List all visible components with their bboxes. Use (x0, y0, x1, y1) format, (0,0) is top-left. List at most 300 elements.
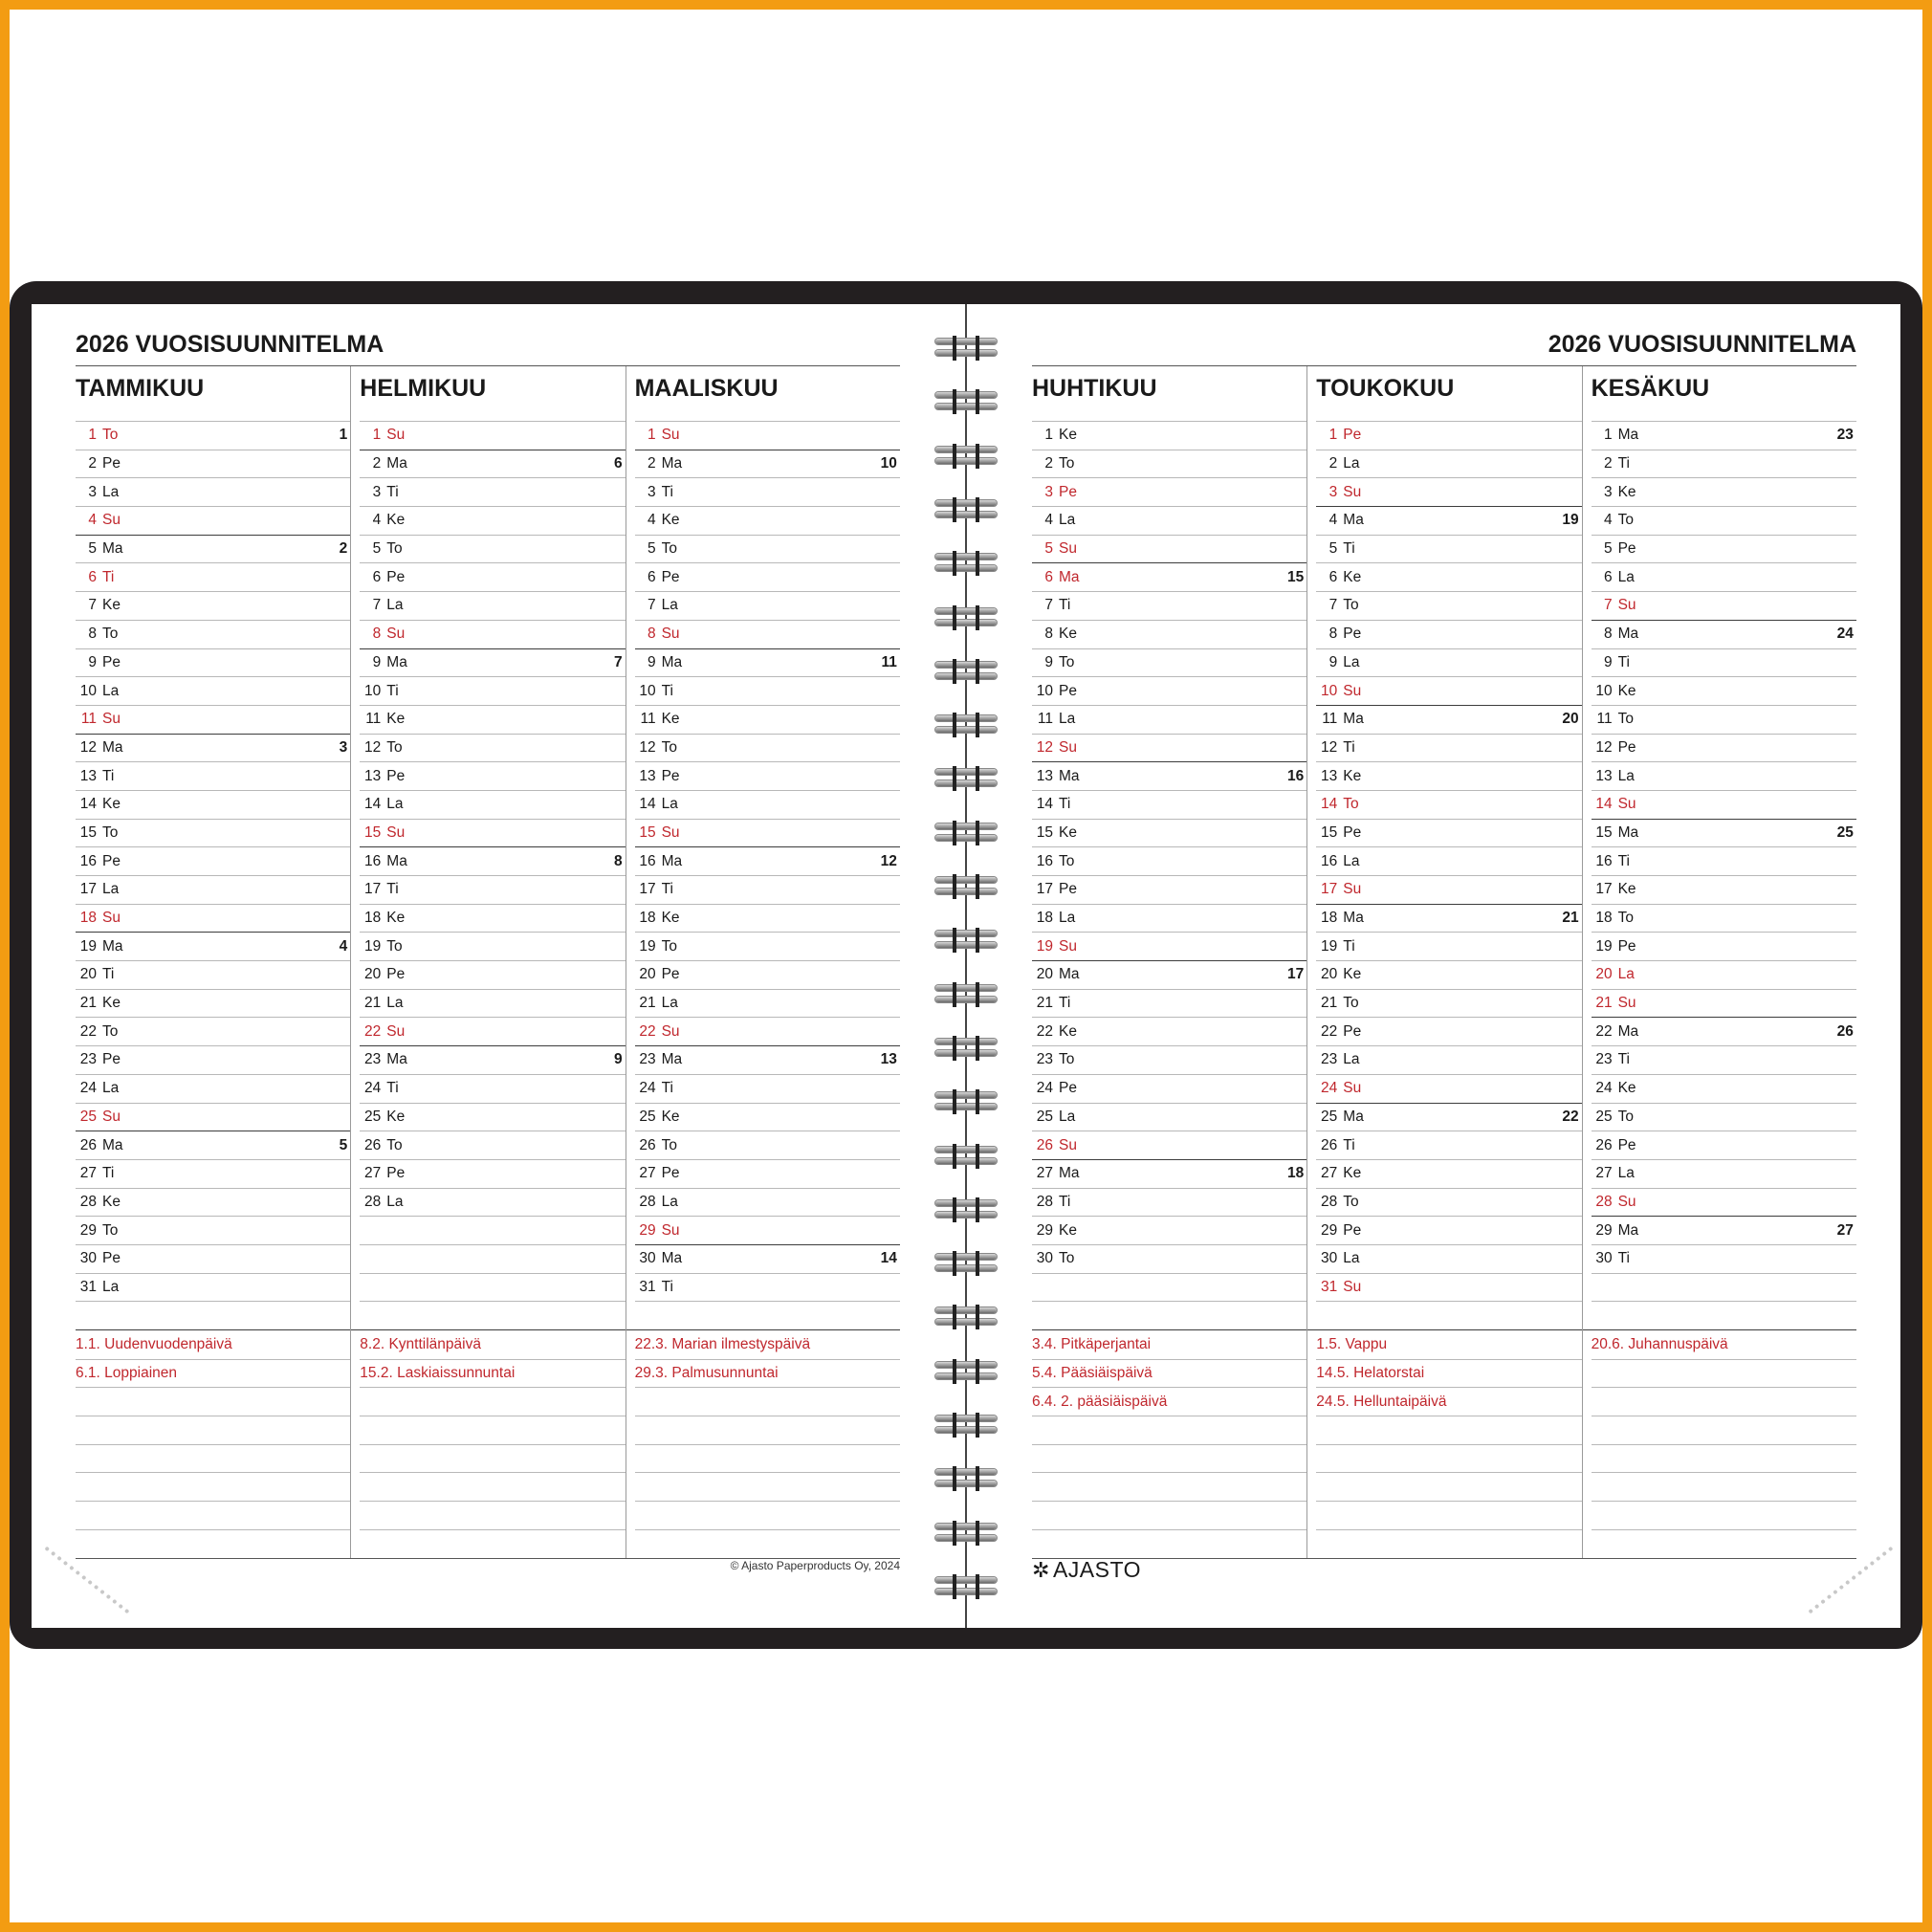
binding-ring (935, 1305, 997, 1329)
day-number: 17 (1036, 881, 1053, 898)
day-row[interactable] (1316, 535, 1581, 563)
day-row[interactable] (1316, 1017, 1581, 1045)
day-row[interactable] (1032, 960, 1306, 989)
day-row[interactable] (1032, 790, 1306, 819)
day-row[interactable] (76, 1131, 350, 1159)
day-row[interactable] (360, 620, 625, 648)
empty-row[interactable] (1316, 1416, 1581, 1444)
day-row[interactable] (76, 904, 350, 933)
day-row[interactable] (1592, 450, 1856, 478)
day-row[interactable] (1592, 761, 1856, 790)
day-row[interactable] (76, 875, 350, 904)
empty-row[interactable] (76, 1444, 350, 1473)
empty-row[interactable] (1316, 1301, 1581, 1329)
day-row[interactable] (1032, 705, 1306, 734)
day-number: 17 (1321, 881, 1338, 898)
day-number: 6 (372, 568, 382, 585)
weekday: Ma (386, 1051, 407, 1068)
day-row[interactable] (1316, 562, 1581, 591)
day-row[interactable] (635, 846, 900, 875)
day-row[interactable] (1032, 761, 1306, 790)
day-number: 24 (1595, 1080, 1613, 1097)
day-number: 30 (79, 1250, 97, 1267)
day-number: 26 (1321, 1136, 1338, 1153)
weekday: Su (1343, 483, 1362, 500)
day-row[interactable] (1316, 989, 1581, 1018)
binding-ring (935, 1251, 997, 1276)
day-row[interactable] (76, 1017, 350, 1045)
day-row[interactable] (360, 506, 625, 535)
empty-row[interactable] (1592, 1444, 1856, 1473)
day-row[interactable] (1032, 1216, 1306, 1244)
empty-row[interactable] (1032, 1501, 1306, 1529)
day-row[interactable] (360, 1131, 625, 1159)
day-number: 7 (647, 597, 656, 614)
day-row[interactable] (360, 734, 625, 762)
day-row[interactable] (76, 676, 350, 705)
day-row[interactable] (1032, 734, 1306, 762)
day-row[interactable] (360, 591, 625, 620)
day-row[interactable] (76, 932, 350, 960)
empty-row[interactable] (1592, 1273, 1856, 1302)
day-row[interactable] (1032, 620, 1306, 648)
day-row[interactable] (1316, 1188, 1581, 1217)
day-row[interactable] (1032, 535, 1306, 563)
day-row[interactable] (76, 421, 350, 450)
day-row[interactable] (76, 1273, 350, 1302)
day-row[interactable] (635, 591, 900, 620)
empty-row[interactable] (635, 1529, 900, 1558)
day-row[interactable] (635, 1074, 900, 1103)
day-row[interactable] (360, 1188, 625, 1217)
day-row[interactable] (1592, 562, 1856, 591)
day-row[interactable] (1316, 1273, 1581, 1302)
day-row[interactable] (76, 1216, 350, 1244)
day-row[interactable] (635, 450, 900, 478)
day-number: 12 (1595, 738, 1613, 756)
day-number: 12 (1321, 738, 1338, 756)
empty-row[interactable] (1032, 1301, 1306, 1329)
empty-row[interactable] (1316, 1444, 1581, 1473)
empty-row[interactable] (76, 1416, 350, 1444)
day-number: 10 (79, 682, 97, 699)
weekday: Ma (386, 653, 407, 670)
day-row[interactable] (76, 450, 350, 478)
day-row[interactable] (635, 1131, 900, 1159)
holiday-item[interactable]: 1.1. Uudenvuodenpäivä (76, 1335, 232, 1352)
day-row[interactable] (1316, 676, 1581, 705)
day-row[interactable] (635, 904, 900, 933)
day-row[interactable] (635, 819, 900, 847)
weekday: Ti (1059, 597, 1071, 614)
day-number: 25 (364, 1108, 382, 1125)
day-row[interactable] (1316, 761, 1581, 790)
day-row[interactable] (1592, 875, 1856, 904)
day-row[interactable] (1316, 904, 1581, 933)
day-row[interactable] (360, 790, 625, 819)
empty-row[interactable] (360, 1416, 625, 1444)
day-row[interactable] (360, 932, 625, 960)
weekday: Pe (386, 966, 406, 983)
day-row[interactable] (360, 875, 625, 904)
holiday-item[interactable]: 6.4. 2. pääsiäispäivä (1032, 1387, 1306, 1416)
empty-row[interactable] (76, 1472, 350, 1501)
empty-row[interactable] (360, 1387, 625, 1416)
day-row[interactable] (635, 1216, 900, 1244)
day-row[interactable] (1316, 477, 1581, 506)
day-row[interactable] (635, 620, 900, 648)
binding-ring (935, 1144, 997, 1169)
day-number: 9 (1044, 653, 1053, 670)
day-row[interactable] (1316, 1103, 1581, 1131)
day-row[interactable] (1316, 1244, 1581, 1273)
day-row[interactable] (1032, 562, 1306, 591)
day-row[interactable] (1316, 846, 1581, 875)
day-row[interactable] (1316, 734, 1581, 762)
day-row[interactable] (1032, 421, 1306, 450)
day-row[interactable] (1592, 932, 1856, 960)
day-row[interactable] (76, 1103, 350, 1131)
day-row[interactable] (1592, 506, 1856, 535)
day-row[interactable] (76, 1188, 350, 1217)
day-row[interactable] (1592, 535, 1856, 563)
day-number: 22 (79, 1022, 97, 1040)
day-row[interactable] (76, 761, 350, 790)
empty-row[interactable] (1316, 1529, 1581, 1558)
day-number: 14 (1036, 796, 1053, 813)
day-row[interactable] (76, 648, 350, 677)
day-row[interactable] (1316, 960, 1581, 989)
day-row[interactable] (360, 477, 625, 506)
day-row[interactable] (1032, 819, 1306, 847)
day-row[interactable] (635, 989, 900, 1018)
day-row[interactable] (1032, 1188, 1306, 1217)
empty-row[interactable] (76, 1529, 350, 1558)
day-row[interactable] (1316, 790, 1581, 819)
day-number: 30 (639, 1250, 656, 1267)
day-row[interactable] (360, 535, 625, 563)
day-row[interactable] (1316, 1074, 1581, 1103)
day-row[interactable] (76, 734, 350, 762)
binding-ring (935, 713, 997, 737)
day-row[interactable] (1032, 904, 1306, 933)
day-row[interactable] (1316, 620, 1581, 648)
weekday: Ke (1343, 1165, 1362, 1182)
empty-row[interactable] (360, 1216, 625, 1244)
holiday-item[interactable]: 24.5. Helluntaipäivä (1316, 1387, 1581, 1416)
empty-row[interactable] (635, 1416, 900, 1444)
empty-row[interactable] (1592, 1501, 1856, 1529)
empty-row[interactable] (635, 1301, 900, 1329)
empty-row[interactable] (1316, 1472, 1581, 1501)
day-row[interactable] (1592, 591, 1856, 620)
day-row[interactable] (1032, 989, 1306, 1018)
day-row[interactable] (1592, 1216, 1856, 1244)
day-number: 13 (1321, 767, 1338, 784)
day-row[interactable] (635, 506, 900, 535)
day-number: 11 (640, 711, 656, 728)
day-row[interactable] (76, 1244, 350, 1273)
day-row[interactable] (360, 1045, 625, 1074)
day-row[interactable] (360, 904, 625, 933)
day-row[interactable] (360, 676, 625, 705)
day-row[interactable] (76, 1159, 350, 1188)
day-row[interactable] (1032, 506, 1306, 535)
holiday-item[interactable]: 14.5. Helatorstai (1316, 1359, 1581, 1388)
day-row[interactable] (635, 562, 900, 591)
day-number: 25 (79, 1108, 97, 1125)
day-row[interactable] (635, 960, 900, 989)
holiday-item[interactable]: 1.5. Vappu (1316, 1335, 1388, 1352)
holiday-item[interactable]: 22.3. Marian ilmestyspäivä (634, 1335, 811, 1352)
week-number: 21 (1562, 910, 1579, 927)
empty-row[interactable] (1592, 1359, 1856, 1388)
empty-row[interactable] (1592, 1301, 1856, 1329)
day-row[interactable] (360, 989, 625, 1018)
day-row[interactable] (1032, 1074, 1306, 1103)
day-row[interactable] (76, 535, 350, 563)
empty-row[interactable] (635, 1387, 900, 1416)
weekday: Ke (1059, 1221, 1077, 1239)
day-row[interactable] (360, 761, 625, 790)
day-row[interactable] (1592, 790, 1856, 819)
day-row[interactable] (1032, 1103, 1306, 1131)
day-row[interactable] (635, 1017, 900, 1045)
day-row[interactable] (360, 562, 625, 591)
day-row[interactable] (635, 676, 900, 705)
day-number: 23 (1595, 1051, 1613, 1068)
holiday-item[interactable]: 15.2. Laskiaissunnuntai (360, 1359, 625, 1388)
day-number: 28 (1321, 1193, 1338, 1210)
day-row[interactable] (1592, 1159, 1856, 1188)
day-row[interactable] (635, 421, 900, 450)
weekday: La (102, 682, 120, 699)
day-row[interactable] (76, 819, 350, 847)
day-row[interactable] (1316, 705, 1581, 734)
day-row[interactable] (360, 846, 625, 875)
empty-row[interactable] (76, 1387, 350, 1416)
day-row[interactable] (1316, 450, 1581, 478)
empty-row[interactable] (360, 1472, 625, 1501)
weekday: Ke (661, 1108, 680, 1125)
day-row[interactable] (76, 1045, 350, 1074)
day-row[interactable] (1032, 676, 1306, 705)
day-row[interactable] (1316, 1159, 1581, 1188)
day-row[interactable] (1032, 1017, 1306, 1045)
binding-ring (935, 766, 997, 791)
empty-row[interactable] (360, 1273, 625, 1302)
day-number: 21 (1321, 995, 1338, 1012)
empty-row[interactable] (76, 1301, 350, 1329)
day-row[interactable] (635, 1188, 900, 1217)
day-number: 30 (1036, 1250, 1053, 1267)
day-row[interactable] (1032, 450, 1306, 478)
day-row[interactable] (1032, 846, 1306, 875)
day-row[interactable] (635, 932, 900, 960)
day-row[interactable] (1592, 819, 1856, 847)
day-row[interactable] (1592, 989, 1856, 1018)
day-row[interactable] (1592, 1131, 1856, 1159)
weekday: To (386, 738, 403, 756)
weekday: Pe (102, 455, 121, 472)
empty-row[interactable] (1316, 1501, 1581, 1529)
day-row[interactable] (1592, 648, 1856, 677)
right-sheet (1032, 323, 1856, 1559)
day-row[interactable] (76, 591, 350, 620)
day-number: 22 (639, 1022, 656, 1040)
empty-row[interactable] (1592, 1529, 1856, 1558)
day-row[interactable] (1032, 477, 1306, 506)
day-row[interactable] (1032, 591, 1306, 620)
weekday: Su (102, 512, 121, 529)
empty-row[interactable] (1592, 1472, 1856, 1501)
empty-row[interactable] (1032, 1529, 1306, 1558)
empty-row[interactable] (1032, 1472, 1306, 1501)
day-row[interactable] (635, 761, 900, 790)
day-row[interactable] (76, 477, 350, 506)
binding-ring (935, 444, 997, 469)
day-row[interactable] (1032, 648, 1306, 677)
day-row[interactable] (1592, 1074, 1856, 1103)
day-row[interactable] (360, 648, 625, 677)
day-row[interactable] (1592, 1103, 1856, 1131)
day-row[interactable] (1592, 1188, 1856, 1217)
day-row[interactable] (76, 960, 350, 989)
day-row[interactable] (76, 1074, 350, 1103)
day-row[interactable] (1032, 932, 1306, 960)
empty-row[interactable] (1032, 1444, 1306, 1473)
weekday: Ke (1059, 823, 1077, 841)
empty-row[interactable] (1592, 1416, 1856, 1444)
empty-row[interactable] (635, 1444, 900, 1473)
day-row[interactable] (1592, 1045, 1856, 1074)
weekday: La (1617, 1165, 1635, 1182)
day-row[interactable] (1316, 506, 1581, 535)
day-row[interactable] (635, 1244, 900, 1273)
holiday-item[interactable]: 6.1. Loppiainen (76, 1359, 350, 1388)
day-row[interactable] (1032, 1131, 1306, 1159)
weekday: La (102, 1080, 120, 1097)
empty-row[interactable] (635, 1472, 900, 1501)
empty-row[interactable] (1032, 1273, 1306, 1302)
empty-row[interactable] (360, 1244, 625, 1273)
day-row[interactable] (76, 705, 350, 734)
day-row[interactable] (1316, 1045, 1581, 1074)
day-row[interactable] (360, 1074, 625, 1103)
day-row[interactable] (1032, 875, 1306, 904)
day-number: 7 (1044, 597, 1053, 614)
empty-row[interactable] (360, 1444, 625, 1473)
day-row[interactable] (1592, 846, 1856, 875)
day-row[interactable] (635, 1045, 900, 1074)
weekday: Ke (102, 796, 121, 813)
day-row[interactable] (635, 477, 900, 506)
day-row[interactable] (635, 734, 900, 762)
empty-row[interactable] (1592, 1387, 1856, 1416)
holiday-item[interactable]: 8.2. Kynttilänpäivä (360, 1335, 481, 1352)
day-row[interactable] (1316, 1131, 1581, 1159)
empty-row[interactable] (360, 1529, 625, 1558)
day-row[interactable] (635, 790, 900, 819)
day-row[interactable] (1316, 591, 1581, 620)
day-row[interactable] (635, 1103, 900, 1131)
day-row[interactable] (1316, 1216, 1581, 1244)
holiday-item[interactable]: 29.3. Palmusunnuntai (635, 1359, 900, 1388)
weekday: To (102, 427, 119, 444)
day-row[interactable] (76, 989, 350, 1018)
day-row[interactable] (360, 421, 625, 450)
empty-row[interactable] (360, 1301, 625, 1329)
holiday-item[interactable]: 20.6. Juhannuspäivä (1591, 1335, 1728, 1352)
day-row[interactable] (1592, 676, 1856, 705)
day-row[interactable] (76, 620, 350, 648)
day-row[interactable] (1592, 477, 1856, 506)
day-row[interactable] (1592, 620, 1856, 648)
day-row[interactable] (1316, 875, 1581, 904)
empty-row[interactable] (360, 1501, 625, 1529)
day-number: 3 (372, 483, 382, 500)
week-number: 23 (1836, 427, 1854, 444)
day-row[interactable] (635, 1273, 900, 1302)
day-row[interactable] (1316, 421, 1581, 450)
day-row[interactable] (1592, 705, 1856, 734)
day-number: 28 (364, 1193, 382, 1210)
day-row[interactable] (1316, 819, 1581, 847)
day-row[interactable] (1316, 932, 1581, 960)
day-row[interactable] (76, 790, 350, 819)
day-row[interactable] (76, 562, 350, 591)
empty-row[interactable] (635, 1501, 900, 1529)
day-row[interactable] (360, 450, 625, 478)
day-row[interactable] (76, 506, 350, 535)
day-row[interactable] (635, 875, 900, 904)
day-row[interactable] (1032, 1045, 1306, 1074)
empty-row[interactable] (76, 1501, 350, 1529)
day-row[interactable] (360, 960, 625, 989)
weekday: Ma (1059, 568, 1080, 585)
day-row[interactable] (635, 705, 900, 734)
month-name: KESÄKUU (1591, 375, 1710, 402)
weekday: Ti (386, 1080, 399, 1097)
weekday: Ma (102, 738, 123, 756)
day-row[interactable] (360, 1159, 625, 1188)
day-row[interactable] (360, 705, 625, 734)
day-row[interactable] (360, 1017, 625, 1045)
day-row[interactable] (1032, 1244, 1306, 1273)
day-row[interactable] (635, 1159, 900, 1188)
holiday-item[interactable]: 3.4. Pitkäperjantai (1032, 1335, 1152, 1352)
weekday: Su (386, 427, 406, 444)
day-row[interactable] (1032, 1159, 1306, 1188)
day-row[interactable] (360, 819, 625, 847)
day-number: 3 (1328, 483, 1338, 500)
day-row[interactable] (635, 535, 900, 563)
day-row[interactable] (1592, 421, 1856, 450)
empty-row[interactable] (1032, 1416, 1306, 1444)
day-row[interactable] (1592, 904, 1856, 933)
holiday-item[interactable]: 5.4. Pääsiäispäivä (1032, 1359, 1306, 1388)
weekday: Ke (1617, 483, 1636, 500)
day-row[interactable] (1592, 960, 1856, 989)
day-row[interactable] (76, 846, 350, 875)
day-row[interactable] (635, 648, 900, 677)
day-row[interactable] (1316, 648, 1581, 677)
day-row[interactable] (1592, 1017, 1856, 1045)
day-row[interactable] (360, 1103, 625, 1131)
day-row[interactable] (1592, 1244, 1856, 1273)
day-row[interactable] (1592, 734, 1856, 762)
weekday: To (102, 1221, 119, 1239)
